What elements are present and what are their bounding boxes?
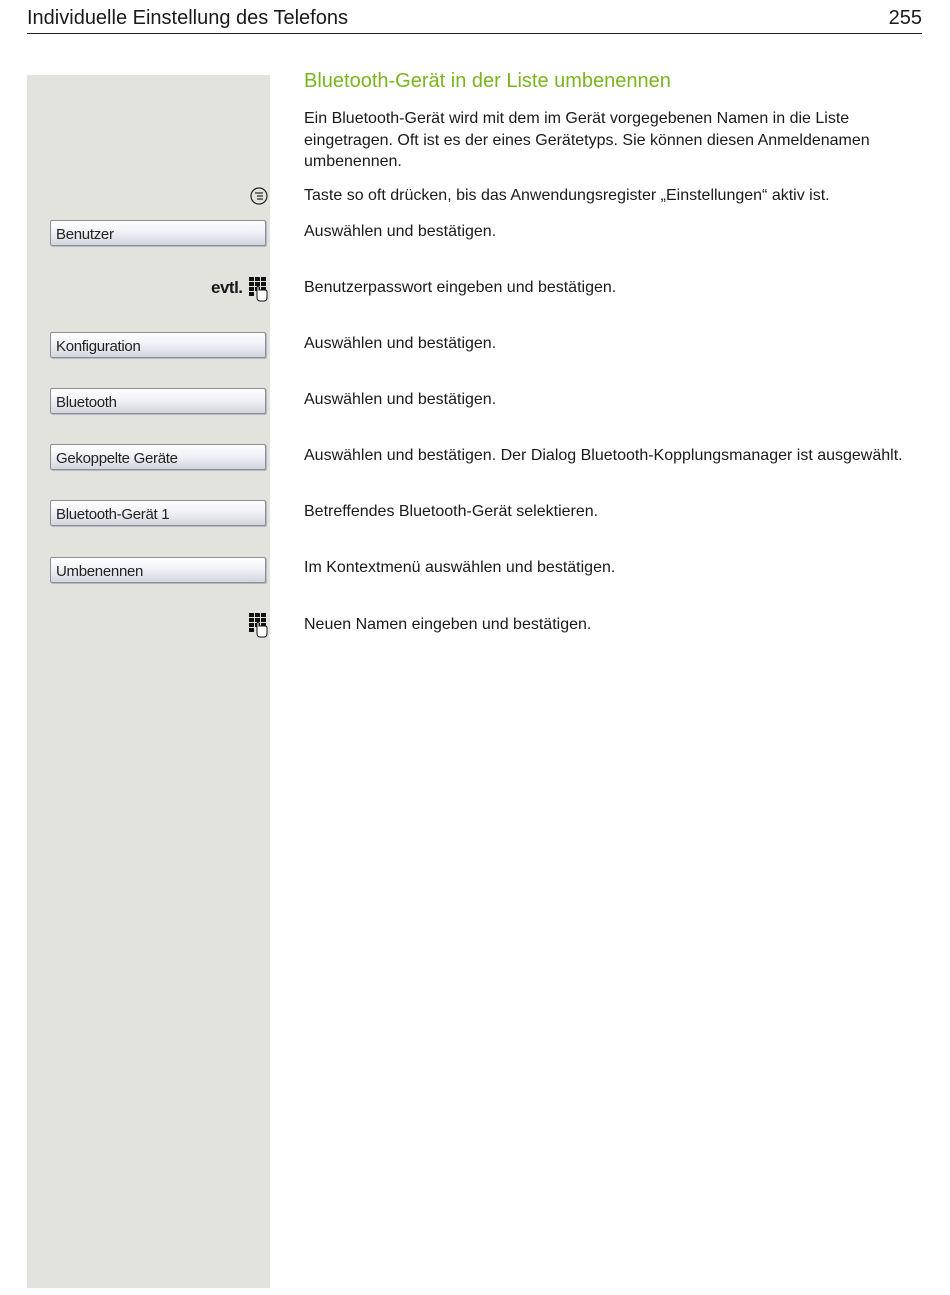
intro-paragraph: Ein Bluetooth-Gerät wird mit dem im Gerät vorgegebenen Namen in die Liste eingetragen. Oft ist es der eines Gerätetyps. Sie können diesen Anmeldenamen umbenennen. bbox=[304, 110, 870, 170]
bluetooth-geraet-1-button[interactable]: Bluetooth-Gerät 1 bbox=[50, 500, 266, 526]
benutzer-button[interactable]: Benutzer bbox=[50, 220, 266, 246]
sidebar-column bbox=[27, 75, 270, 1288]
konfiguration-button[interactable]: Konfiguration bbox=[50, 332, 266, 358]
step-text: Auswählen und bestätigen. bbox=[304, 223, 497, 240]
header-title: Individuelle Einstellung des Telefons bbox=[27, 7, 348, 29]
menu-key-icon bbox=[250, 187, 268, 205]
step-text: Auswählen und bestätigen. bbox=[304, 335, 497, 352]
step-text: Auswählen und bestätigen. bbox=[304, 391, 497, 408]
step-text: Betreffendes Bluetooth-Gerät selektieren. bbox=[304, 503, 599, 520]
step-text: Auswählen und bestätigen. Der Dialog Bluetooth-Kopplungsmanager ist ausgewählt. bbox=[304, 447, 903, 464]
umbenennen-button[interactable]: Umbenennen bbox=[50, 557, 266, 583]
step-text: Im Kontextmenü auswählen und bestätigen. bbox=[304, 559, 616, 576]
step-text: Neuen Namen eingeben und bestätigen. bbox=[304, 616, 592, 633]
page-number: 255 bbox=[888, 7, 922, 29]
optional-label: evtl. bbox=[211, 278, 243, 297]
keypad-icon bbox=[248, 276, 268, 302]
gekoppelte-geraete-button[interactable]: Gekoppelte Geräte bbox=[50, 444, 266, 470]
step-text: Benutzerpasswort eingeben und bestätigen. bbox=[304, 279, 617, 296]
keypad-icon bbox=[248, 612, 268, 638]
section-title: Bluetooth-Gerät in der Liste umbenennen bbox=[304, 70, 671, 92]
page-header bbox=[27, 0, 922, 34]
bluetooth-button[interactable]: Bluetooth bbox=[50, 388, 266, 414]
step-text: Taste so oft drücken, bis das Anwendungsregister „Einstellungen“ aktiv ist. bbox=[304, 187, 830, 204]
